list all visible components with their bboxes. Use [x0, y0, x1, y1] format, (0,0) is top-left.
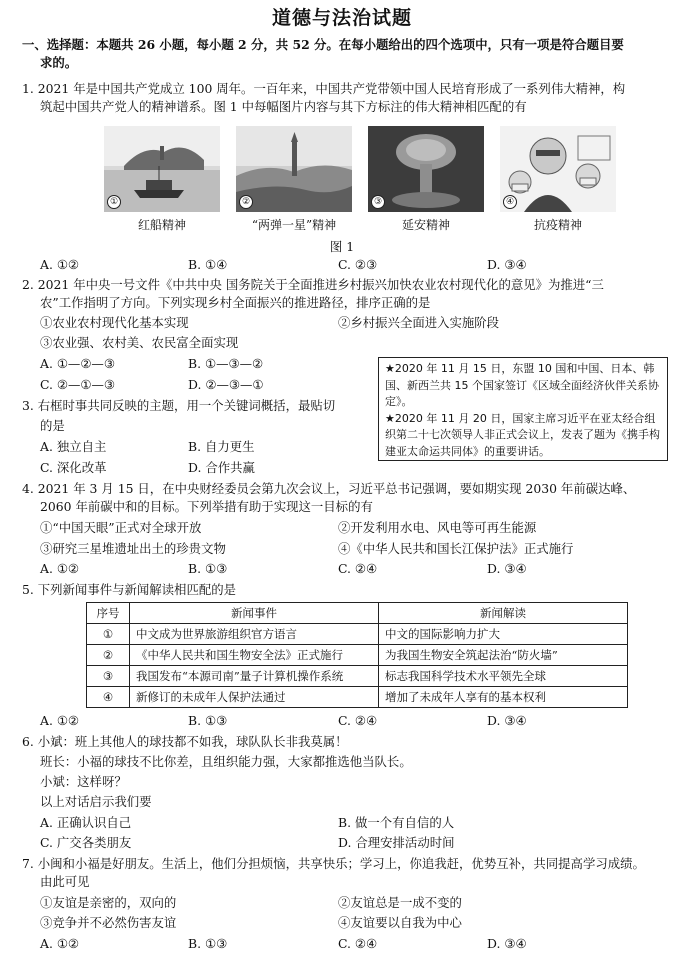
q4-statement-4: ④《中华人民共和国长江保护法》正式施行: [338, 541, 574, 556]
row-index: ③: [87, 666, 130, 687]
q7-option-c: C. ②④: [338, 936, 378, 951]
table-header-row: [87, 603, 628, 624]
question-1-line2: 筑起中国共产党人的精神谱系。图 1 中每幅图片内容与其下方标注的伟大精神相匹配的有: [40, 99, 527, 114]
picture-3-caption: 延安精神: [401, 218, 450, 232]
q1-option-a: A. ①②: [40, 257, 80, 272]
q7-option-a: A. ①②: [40, 936, 80, 951]
q1-option-b: B. ①④: [188, 257, 228, 272]
question-1-line1: 1. 2021 年是中国共产党成立 100 周年。一百年来，中国共产党带领中国人民培育形成了一系列伟大精神，构: [22, 81, 626, 96]
question-3-line1: 3. 右框时事共同反映的主题，用一个关键词概括，最贴切: [22, 398, 336, 413]
section-instruction-line1: 一、选择题：本题共 26 小题，每小题 2 分，共 52 分。在每小题给出的四个选项中，只有一项是符合题目要: [22, 37, 624, 52]
q4-statement-3: ③研究三星堆遗址出土的珍贵文物: [40, 541, 226, 556]
q6-option-a: A. 正确认识自己: [40, 815, 132, 830]
picture-two-bombs: [236, 126, 352, 234]
picture-anti-epidemic: [500, 126, 616, 234]
question-6-line2: 班长：小福的球技不比你差，且组织能力强，大家都推选他当队长。: [40, 754, 412, 769]
q4-option-b: B. ①③: [188, 561, 228, 576]
q6-option-c: C. 广交各类朋友: [40, 835, 132, 850]
question-4-line2: 2060 年前碳中和的目标。下列举措有助于实现这一目标的有: [40, 499, 373, 514]
row-event: 新修订的未成年人保护法通过: [130, 687, 379, 708]
q4-statement-1: ①“中国天眼”正式对全球开放: [40, 520, 202, 535]
table-row: [87, 666, 628, 687]
q3-option-b: B. 自力更生: [188, 439, 255, 454]
q4-option-c: C. ②④: [338, 561, 378, 576]
q2-option-b: B. ①—③—②: [188, 356, 264, 371]
picture-2-caption: “两弹一星”精神: [251, 218, 337, 232]
q2-option-c: C. ②—①—③: [40, 377, 116, 392]
section-instruction-line2: 求的。: [40, 55, 78, 70]
q4-statement-2: ②开发利用水电、风电等可再生能源: [338, 520, 537, 535]
row-event: 中文成为世界旅游组织官方语言: [130, 624, 379, 645]
q1-option-d: D. ③④: [487, 257, 527, 272]
q4-option-d: D. ③④: [487, 561, 527, 576]
mushroom-cloud-photo: [368, 126, 484, 212]
row-interpretation: 增加了未成年人享有的基本权利: [379, 687, 628, 708]
anti-epidemic-poster: [500, 126, 616, 212]
row-interpretation: 为我国生物安全筑起法治“防火墙”: [379, 645, 628, 666]
row-event: 我国发布“本源司南”量子计算机操作系统: [130, 666, 379, 687]
table-row: [87, 624, 628, 645]
question-3-line2: 的是: [40, 418, 65, 433]
q1-option-c: C. ②③: [338, 257, 378, 272]
table-header-interpretation: 新闻解读: [379, 603, 628, 624]
row-index: ②: [87, 645, 130, 666]
q3-option-c: C. 深化改革: [40, 460, 107, 475]
box-item-1: ★2020 年 11 月 15 日，东盟 10 国和中国、日本、韩国、新西兰共 15 个国家签订《区域全面经济伙伴关系协定》。: [385, 362, 659, 408]
figure-1-label: 图 1: [329, 239, 355, 254]
news-table: [86, 602, 628, 708]
q2-option-a: A. ①—②—③: [40, 356, 115, 371]
row-index: ④: [87, 687, 130, 708]
q7-option-b: B. ①③: [188, 936, 228, 951]
question-6-line4: 以上对话启示我们要: [40, 794, 152, 809]
row-interpretation: 标志我国科学技术水平领先全球: [379, 666, 628, 687]
box-item-2: ★2020 年 11 月 20 日，国家主席习近平在亚太经合组织第二十七次领导人非正式会议上，发表了题为《携手构建亚太命运共同体》的重要讲话。: [385, 411, 660, 458]
q2-statement-3: ③农业强、农村美、农民富全面实现: [40, 335, 239, 350]
row-event: 《中华人民共和国生物安全法》正式施行: [130, 645, 379, 666]
question-2-line1: 2. 2021 年中央一号文件《中共中央 国务院关于全面推进乡村振兴加快农业农村现代化的意见》为推进“三: [22, 277, 604, 292]
figure-1-images: [104, 126, 616, 234]
picture-4-number: ④: [503, 195, 517, 209]
q2-statement-1: ①农业农村现代化基本实现: [40, 315, 189, 330]
q5-option-d: D. ③④: [487, 713, 527, 728]
q7-option-d: D. ③④: [487, 936, 527, 951]
q5-option-c: C. ②④: [338, 713, 378, 728]
q7-statement-3: ③竞争并不必然伤害友谊: [40, 915, 177, 930]
question-7-line1: 7. 小闽和小福是好朋友。生活上，他们分担烦恼，共享快乐；学习上，你追我赶，优势互补，共同提高学习成绩。: [22, 856, 645, 871]
question-5-stem: 5. 下列新闻事件与新闻解读相匹配的是: [22, 582, 237, 597]
question-4-line1: 4. 2021 年 3 月 15 日，在中央财经委员会第九次会议上，习近平总书记强调，要如期实现 2030 年前碳达峰、: [22, 481, 636, 496]
monument-photo: [236, 126, 352, 212]
q3-option-d: D. 合作共赢: [188, 460, 255, 475]
picture-3-number: ③: [371, 195, 385, 209]
q7-statement-2: ②友谊总是一成不变的: [338, 895, 462, 910]
question-7-line2: 由此可见: [40, 874, 90, 889]
picture-yanan: [368, 126, 484, 234]
picture-1-number: ①: [107, 195, 121, 209]
table-header-index: 序号: [87, 603, 130, 624]
table-row: [87, 645, 628, 666]
row-interpretation: 中文的国际影响力扩大: [379, 624, 628, 645]
question-1: [22, 80, 666, 116]
picture-1-caption: 红船精神: [137, 218, 186, 232]
row-index: ①: [87, 624, 130, 645]
question-6-line3: 小斌：这样呀？: [40, 774, 127, 789]
q5-option-b: B. ①③: [188, 713, 228, 728]
picture-red-boat: [104, 126, 220, 234]
q6-option-b: B. 做一个有自信的人: [338, 815, 455, 830]
section-heading: [22, 36, 668, 72]
table-row: [87, 687, 628, 708]
q7-statement-1: ①友谊是亲密的，双向的: [40, 895, 177, 910]
question-4: [22, 480, 666, 516]
q4-option-a: A. ①②: [40, 561, 80, 576]
question-7: [22, 855, 666, 891]
page-title: 道德与法治试题: [271, 7, 412, 29]
red-boat-photo: [104, 126, 220, 212]
q7-statement-4: ④友谊要以自我为中心: [338, 915, 462, 930]
q6-option-d: D. 合理安排活动时间: [338, 835, 455, 850]
current-events-box: [378, 357, 668, 461]
picture-2-number: ②: [239, 195, 253, 209]
q5-option-a: A. ①②: [40, 713, 80, 728]
q2-option-d: D. ②—③—①: [188, 377, 264, 392]
q2-statement-2: ②乡村振兴全面进入实施阶段: [338, 315, 500, 330]
table-header-event: 新闻事件: [130, 603, 379, 624]
question-2-line2: 农”工作指明了方向。下列实现乡村全面振兴的推进路径，排序正确的是: [40, 295, 431, 310]
question-6-line1: 6. 小斌：班上其他人的球技都不如我，球队队长非我莫属！: [22, 734, 348, 749]
q3-option-a: A. 独立自主: [40, 439, 107, 454]
picture-4-caption: 抗疫精神: [533, 218, 582, 232]
question-2: [22, 276, 666, 312]
